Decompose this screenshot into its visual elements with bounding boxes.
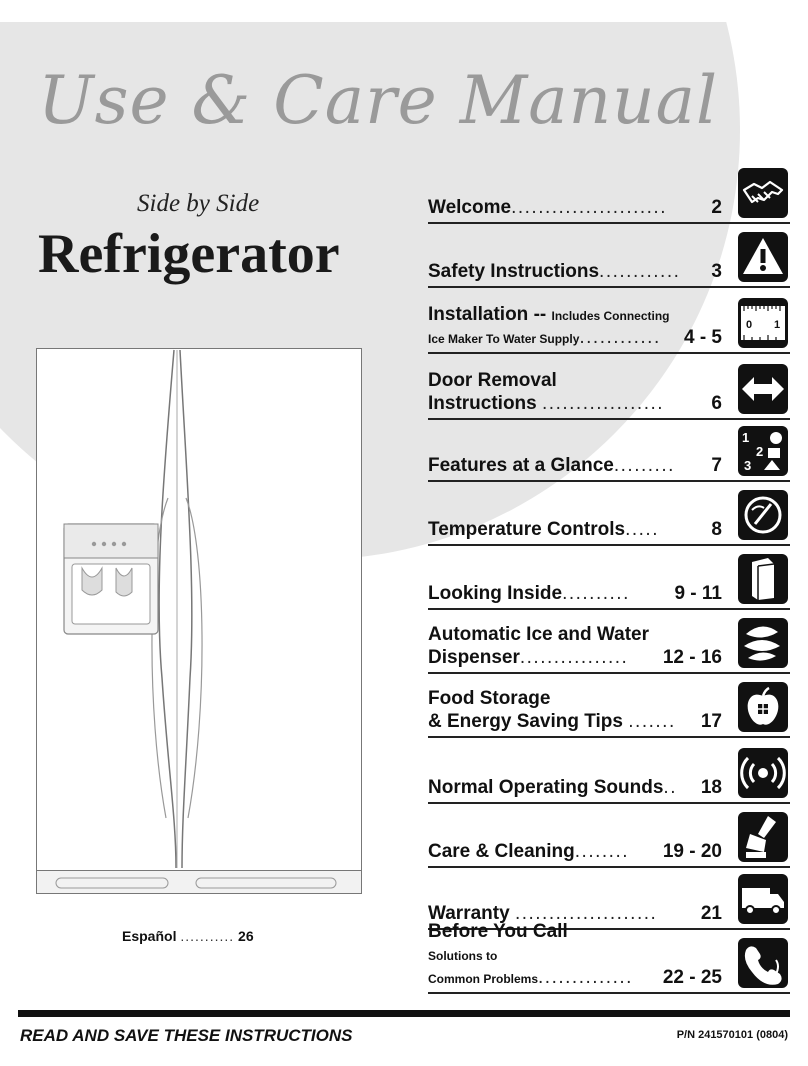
toc-item-temperature[interactable] (428, 480, 790, 546)
toc-item-label: Installation -- Includes Connecting Ice Maker To Water Supply............ (428, 304, 670, 348)
toc-item-safety[interactable] (428, 222, 790, 288)
toc-item-label: Safety Instructions............ (428, 261, 681, 282)
toc-item-label: Care & Cleaning........ (428, 841, 629, 862)
toc-item-page: 7 (711, 455, 722, 476)
arrows-icon (738, 364, 788, 414)
toc-item-label: Food Storage & Energy Saving Tips ....... (428, 688, 676, 732)
toc-item-page: 18 (700, 777, 722, 798)
warning-icon (738, 232, 788, 282)
toc-item-page: 21 (700, 903, 722, 924)
toc-item-label: Door Removal Instructions .................. (428, 370, 665, 414)
footer-rule (18, 1010, 790, 1017)
toc-item-label: Warranty ..................... (428, 903, 658, 924)
toc-item-page: 19 - 20 (662, 841, 722, 862)
toc-item-page: 6 (711, 393, 722, 414)
ice-icon (738, 618, 788, 668)
apple-icon (738, 682, 788, 732)
toc-item-door-removal[interactable] (428, 352, 790, 420)
product-name: Refrigerator (38, 223, 340, 285)
espanol-page: 26 (238, 928, 254, 944)
toc-item-page: 8 (711, 519, 722, 540)
espanol-entry (122, 928, 254, 944)
toc-item-ice-water[interactable] (428, 608, 790, 674)
toc-item-food-storage[interactable] (428, 672, 790, 738)
refrigerator-drawing (36, 348, 362, 894)
toc-item-page: 3 (711, 261, 722, 282)
toc-item-page: 2 (711, 197, 722, 218)
phone-icon (738, 938, 788, 988)
toc-item-page: 4 - 5 (683, 327, 722, 348)
thermostat-icon (738, 490, 788, 540)
sound-icon (738, 748, 788, 798)
product-subtitle: Side by Side (137, 190, 260, 217)
part-number: P/N 241570101 (0804) (676, 1029, 788, 1041)
toc-item-label: Normal Operating Sounds.. (428, 777, 677, 798)
toc-item-page: 9 - 11 (674, 583, 722, 604)
toc-item-page: 22 - 25 (662, 967, 722, 988)
toc-item-installation[interactable] (428, 286, 790, 354)
fridge-icon (738, 554, 788, 604)
footer-notice: READ AND SAVE THESE INSTRUCTIONS (20, 1026, 353, 1045)
toc-item-welcome[interactable] (428, 160, 790, 224)
svg-text:1: 1 (742, 430, 750, 445)
toc-item-label: Before You Call Solutions to Common Problems.............. (428, 921, 633, 988)
toc-item-label: Automatic Ice and Water Dispenser................ (428, 624, 650, 668)
toc-item-before-you-call[interactable] (428, 921, 790, 994)
toc-item-label: Welcome....................... (428, 197, 667, 218)
svg-text:0: 0 (746, 319, 753, 331)
cleaning-icon (738, 812, 788, 862)
toc-item-care-cleaning[interactable] (428, 802, 790, 868)
toc-item-label: Temperature Controls..... (428, 519, 659, 540)
espanol-label: Español (122, 928, 177, 944)
truck-icon (738, 874, 788, 924)
top-margin (0, 0, 808, 22)
toc-item-label: Features at a Glance......... (428, 455, 675, 476)
svg-text:2: 2 (756, 444, 764, 459)
manual-title: Use & Care Manual (38, 62, 719, 139)
ruler-icon (738, 298, 788, 348)
toc-item-page: 17 (700, 711, 722, 732)
toc-item-page: 12 - 16 (662, 647, 722, 668)
svg-text:1: 1 (774, 319, 781, 331)
handshake-icon (738, 168, 788, 218)
toc-item-label: Looking Inside.......... (428, 583, 630, 604)
toc-item-features[interactable] (428, 418, 790, 482)
toc-item-sounds[interactable] (428, 736, 790, 804)
svg-text:3: 3 (744, 458, 752, 473)
toc-item-looking-inside[interactable] (428, 544, 790, 610)
features-icon (738, 426, 788, 476)
espanol-dots: ........... (180, 928, 235, 944)
